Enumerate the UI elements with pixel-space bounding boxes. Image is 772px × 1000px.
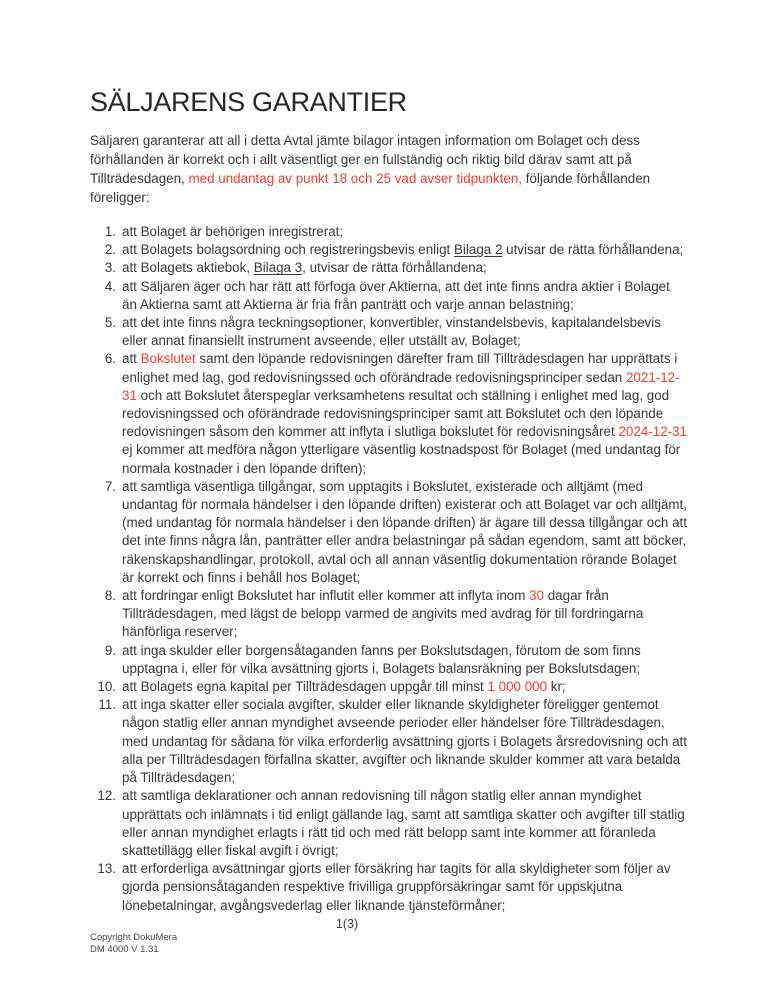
item-text [122,223,687,241]
text-run: att Säljaren äger och har rätt att förfoga över Aktierna, att det inte finns andra aktier i Bolaget än Aktierna samt att Aktierna är fria från panträtt och varje annan belastning; [122,278,670,312]
item-text [122,350,687,477]
warranty-item-12 [90,787,687,860]
highlighted-text: 2024-12-31 [618,424,687,440]
appendix-reference: Bilaga 3 [253,260,303,276]
text-run: kr; [547,679,566,695]
text-run: utvisar de rätta förhållandena; [502,242,684,258]
copyright-block [90,932,177,955]
text-run: dagar från Tillträdesdagen, med lägst de belopp varmed de angivits med avdrag för till fordringarna hänförliga reserver; [122,588,644,640]
version-line: DM 4000 V 1.31 [90,943,159,955]
page-number: 1(3) [335,917,359,931]
item-number: 10. [97,679,116,695]
item-text [122,478,687,587]
item-text [122,860,687,915]
intro-paragraph [90,131,687,207]
item-number: 2. [104,242,116,258]
text-run: att samtliga väsentliga tillgångar, som upptagits i Bokslutet, existerade och alltjämt (med undantag för normala händelser i den löpande driften) existerar och att Bolaget var och alltjämt, (med undantag för normala händelser i den löpande driften) är ägare till dessa tillgångar och att det inte finns några lån, panträtter eller andra belastningar på sådan egendom, samt att böcker, räkenskapshandlingar, protokoll, avtal och all annan väsentlig dokumentation rörande Bolaget är korrekt och finns i behåll hos Bolaget; [122,478,687,585]
item-number: 13. [97,861,116,877]
text-run: Säljaren garanterar att all i detta Avtal jämte bilagor intagen information om Bolaget och dess förhållanden är korrekt och i allt väsentligt ger en fullständig och riktig bild därav samt att på Tillträdesdagen, [90,133,640,186]
text-run: , utvisar de rätta förhållandena; [302,260,487,276]
item-number: 3. [104,260,116,276]
text-run: att fordringar enligt Bokslutet har influtit eller kommer att inflyta inom [122,588,530,604]
text-run: att samtliga deklarationer och annan redovisning till någon statlig eller annan myndighet upprättats och inlämnats i tid enligt gällande lag, samt att samtliga skatter och avgifter till statlig eller annan myndighet erlagts i rätt tid och med rätt belopp samt inte kommer att föranleda skattetillägg eller fiskal avgift i övrigt; [122,788,685,858]
warranty-item-2 [90,241,687,259]
warranty-item-11 [90,696,687,787]
item-number: 4. [104,278,116,294]
highlighted-text: Bokslutet [140,351,196,367]
text-run: att Bolagets egna kapital per Tillträdesdagen uppgår till minst [122,679,488,695]
text-run: att Bolaget är behörigen inregistrerat; [122,224,344,239]
text-run: samt den löpande redovisningen därefter fram till Tillträdesdagen har upprättats i enlighet med lag, god redovisningssed och oförändrade redovisningsprinciper sedan [122,351,678,385]
item-number: 6. [104,351,116,367]
item-number: 8. [104,588,116,604]
warranty-item-9 [90,642,687,678]
text-run: att [122,351,141,367]
warranty-item-13 [90,860,687,915]
text-run: att inga skatter eller sociala avgifter, skulder eller liknande skyldigheter föreligger gentemot någon statlig eller annan myndighet avseende perioder eller händelser före Tillträdesdagen, med undantag för sådana för vilka erforderlig avsättning gjorts i Bolagets årsredovisning och att alla per Tillträdesdagen förfallna skatter, avgifter och liknande skulder kommer att vara betalda på Tillträdesdagen; [122,697,687,786]
warranty-list [90,223,687,915]
item-number: 1. [104,224,116,239]
warranty-item-4 [90,278,687,314]
item-text [122,587,687,642]
item-text [122,278,687,314]
item-text [122,787,687,860]
text-run: att Bolagets bolagsordning och registreringsbevis enligt [122,242,454,258]
text-run: att det inte finns några teckningsoptioner, konvertibler, vinstandelsbevis, kapitalandelsbevis eller annat finansiellt instrument avseende, eller utställt av, Bolaget; [122,315,661,349]
item-number: 7. [104,478,116,494]
warranty-item-10 [90,678,687,696]
item-text [122,678,687,696]
warranty-item-3 [90,259,687,277]
highlighted-text: 2021-12-31 [122,369,680,403]
document-page [90,86,687,915]
text-run: ej kommer att medföra någon ytterligare väsentlig kostnadspost för Bolaget (med undantag för normala kostnader i den löpande driften); [122,442,681,476]
item-number: 12. [97,788,116,804]
warranty-item-1 [90,223,687,241]
warranty-item-6 [90,350,687,477]
text-run: att inga skulder eller borgensåtaganden fanns per Bokslutsdagen, förutom de som finns upptagna i, eller för vilka avsättning gjorts i, Bolagets balansräkning per Bokslutsdagen; [122,642,641,676]
copyright-line: Copyright DokuMera [90,932,178,943]
highlighted-text: med undantag av punkt 18 och 25 vad avser tidpunkten, [188,171,523,186]
text-run: att Bolagets aktiebok, [122,260,254,276]
appendix-reference: Bilaga 2 [454,242,503,258]
item-text [122,696,687,787]
item-number: 11. [98,697,116,713]
warranty-item-5 [90,314,687,350]
warranty-item-8 [90,587,687,642]
warranty-item-7 [90,478,687,587]
text-run: och att Bokslutet återspeglar verksamhetens resultat och ställning i enlighet med lag, god redovisningssed och oförändrade redovisningsprinciper samt att Bokslutet och den löpande redovisningen såsom den kommer att inflyta i slutliga bokslutet för redovisningsåret [122,387,670,440]
item-text [122,241,687,259]
item-text [122,642,687,678]
text-run: att erforderliga avsättningar gjorts eller försäkring har tagits för alla skyldigheter som följer av gjorda pensionsåtaganden respektive frivilliga gruppförsäkringar samt för uppskjutna lönebetalningar, avgångsvederlag eller liknande tjänsteförmåner; [122,861,671,913]
page-title: SÄLJARENS GARANTIER [90,87,407,117]
item-number: 5. [104,315,116,331]
highlighted-text: 30 [529,588,545,604]
text-run: följande förhållanden föreligger: [90,171,651,205]
highlighted-text: 1 000 000 [487,679,548,695]
item-number: 9. [104,642,116,658]
item-text [122,314,687,350]
item-text [122,259,687,277]
